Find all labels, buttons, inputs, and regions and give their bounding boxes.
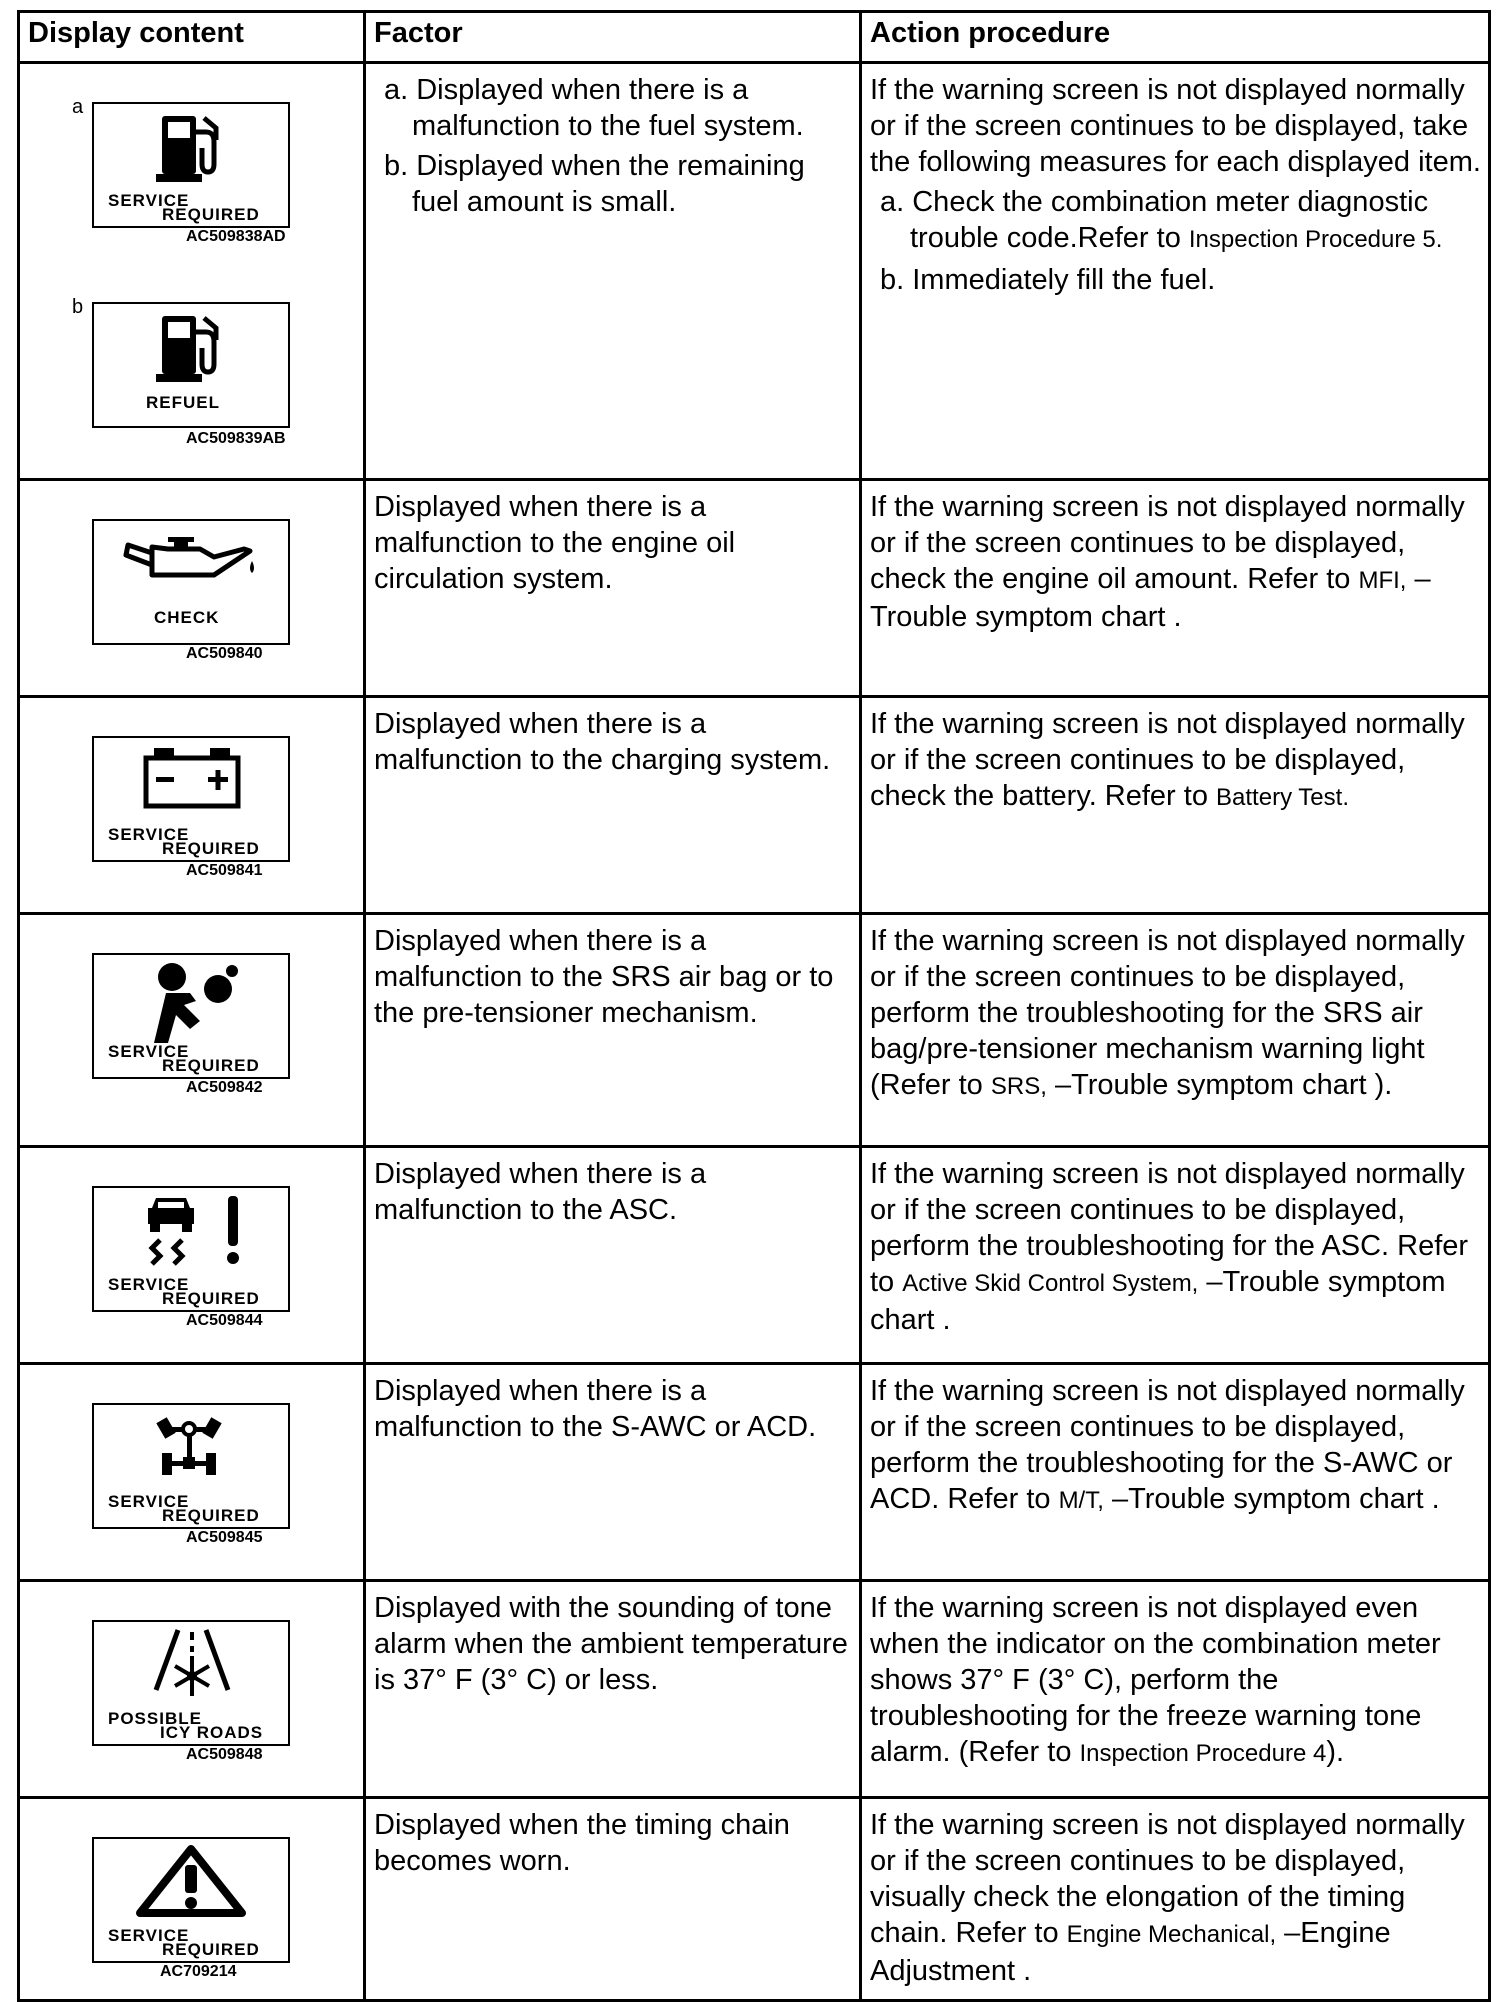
panel-letter: b	[72, 296, 84, 318]
panel-label-line2: ICY ROADS	[160, 1723, 264, 1742]
panel-label-line1: SERVICE	[108, 1275, 190, 1294]
warning-triangle-icon	[134, 1843, 248, 1919]
display-cell	[19, 914, 365, 1147]
action-ref-link[interactable]: Engine Mechanical,	[1066, 1921, 1277, 1948]
factor-cell	[365, 1364, 861, 1581]
header-display-content: Display content	[19, 12, 365, 63]
action-tail: –Engine Adjustment .	[870, 1917, 1391, 1987]
figure-code: AC509840	[186, 645, 263, 662]
factor-text: Displayed when the timing chain becomes worn.	[374, 1809, 790, 1877]
header-action-procedure: Action procedure	[861, 12, 1490, 63]
factor-text: Displayed when there is a malfunction to the S-AWC or ACD.	[374, 1375, 817, 1443]
figure-code: AC509842	[186, 1079, 263, 1096]
action-text	[862, 915, 1488, 1105]
fuel-pump-icon	[156, 312, 226, 384]
panel-label-line1: SERVICE	[108, 1926, 190, 1945]
factor-cell	[365, 480, 861, 697]
display-cell	[19, 697, 365, 914]
table-row-sawc	[19, 1364, 1490, 1581]
warning-display-table	[17, 10, 1491, 2002]
table-row-airbag	[19, 914, 1490, 1147]
airbag-icon	[146, 959, 240, 1043]
header-factor: Factor	[365, 12, 861, 63]
panel-label-line2: REQUIRED	[162, 1940, 260, 1959]
action-text	[862, 481, 1488, 635]
icy-road-icon	[152, 1626, 232, 1706]
fuel-pump-icon	[156, 112, 226, 184]
action-ref-link[interactable]: Inspection Procedure 4	[1079, 1740, 1327, 1767]
display-panel-asc	[92, 1186, 290, 1312]
table-row-oil	[19, 480, 1490, 697]
panel-label-line1: SERVICE	[108, 191, 190, 210]
display-panel-icy-roads	[92, 1620, 290, 1746]
figure-code: AC709214	[160, 1963, 237, 1980]
factor-cell	[365, 63, 861, 480]
action-item-a	[870, 184, 1482, 258]
action-ref-link[interactable]: SRS,	[990, 1073, 1047, 1100]
action-body: If the warning screen is not displayed normally or if the screen continues to be displayed, visually check the elongation of the timing chain. Refer to	[870, 1809, 1465, 1949]
skid-warning-icon	[142, 1194, 252, 1270]
panel-label-line2: REQUIRED	[162, 1056, 260, 1075]
display-panel-timing-chain	[92, 1837, 290, 1963]
panel-label-line1: SERVICE	[108, 1492, 190, 1511]
panel-label-line2: REQUIRED	[162, 1506, 260, 1525]
action-intro: If the warning screen is not displayed normally or if the screen continues to be displayed, take the following measures for each displayed item.	[870, 74, 1481, 178]
action-text	[862, 1799, 1488, 1989]
panel-label-line2: CHECK	[154, 608, 220, 627]
figure-code: AC509838AD	[186, 228, 286, 245]
action-tail: –Trouble symptom chart .	[870, 563, 1431, 633]
panel-label-line1: SERVICE	[108, 1042, 190, 1061]
factor-text: Displayed when there is a malfunction to the ASC.	[374, 1158, 707, 1226]
oil-can-icon	[122, 535, 262, 595]
action-ref-link[interactable]: Active Skid Control System,	[902, 1270, 1199, 1297]
factor-item-a: a. Displayed when there is a malfunction to the fuel system.	[384, 74, 804, 142]
awd-drivetrain-icon	[156, 1413, 226, 1485]
display-panel-airbag	[92, 953, 290, 1079]
table-row-fuel	[19, 63, 1490, 480]
factor-cell	[365, 1581, 861, 1798]
display-cell	[19, 480, 365, 697]
action-tail: –Trouble symptom chart .	[1103, 1483, 1440, 1515]
action-cell	[861, 1581, 1490, 1798]
action-tail: ).	[1326, 1736, 1345, 1768]
action-body: If the warning screen is not displayed even when the indicator on the combination meter shows 37° F (3° C), perform the troubleshooting for the freeze warning tone alarm. (Refer to	[870, 1592, 1441, 1768]
action-item-b: b. Immediately fill the fuel.	[880, 264, 1216, 296]
action-body: If the warning screen is not displayed normally or if the screen continues to be displayed, check the engine oil amount. Refer to	[870, 491, 1465, 595]
display-panel-sawc	[92, 1403, 290, 1529]
action-ref-link[interactable]: Inspection Procedure 5.	[1188, 226, 1443, 253]
panel-label-line2: REFUEL	[146, 393, 220, 412]
display-cell	[19, 1798, 365, 2001]
action-text	[862, 1148, 1488, 1338]
table-row-asc	[19, 1147, 1490, 1364]
action-cell	[861, 1147, 1490, 1364]
panel-label-line1: SERVICE	[108, 825, 190, 844]
panel-label-line1: POSSIBLE	[108, 1709, 202, 1728]
action-text	[862, 1582, 1488, 1772]
panel-label-line2: REQUIRED	[162, 839, 260, 858]
figure-code: AC509845	[186, 1529, 263, 1546]
action-tail: –Trouble symptom chart .	[870, 1266, 1446, 1336]
panel-label-line2: REQUIRED	[162, 1289, 260, 1308]
panel-letter: a	[72, 96, 84, 118]
factor-text: Displayed when there is a malfunction to the engine oil circulation system.	[374, 491, 736, 595]
action-body: If the warning screen is not displayed normally or if the screen continues to be displayed, perform the troubleshooting for the ASC. Refer to	[870, 1158, 1469, 1298]
display-cell	[19, 1364, 365, 1581]
figure-code: AC509839AB	[186, 430, 286, 447]
factor-text: Displayed when there is a malfunction to the charging system.	[374, 708, 831, 776]
action-tail: –Trouble symptom chart ).	[1046, 1069, 1393, 1101]
figure-code: AC509841	[186, 862, 263, 879]
figure-code: AC509844	[186, 1312, 263, 1329]
action-cell	[861, 914, 1490, 1147]
action-item-a-text: a. Check the combination meter diagnostic trouble code.Refer to	[880, 186, 1429, 254]
factor-cell	[365, 914, 861, 1147]
display-panel-oil	[92, 519, 290, 645]
factor-text: Displayed when there is a malfunction to the SRS air bag or to the pre-tensioner mechanism.	[374, 925, 834, 1029]
display-cell	[19, 1147, 365, 1364]
action-body: If the warning screen is not displayed normally or if the screen continues to be displayed, perform the troubleshooting for the S-AWC or ACD. Refer to	[870, 1375, 1465, 1515]
figure-code: AC509848	[186, 1746, 263, 1763]
factor-item-b: b. Displayed when the remaining fuel amount is small.	[384, 150, 805, 218]
display-panel-service-fuel	[92, 102, 290, 228]
factor-cell	[365, 697, 861, 914]
panel-label-line2: REQUIRED	[162, 205, 260, 224]
action-text	[862, 1365, 1488, 1519]
display-cell	[19, 63, 365, 480]
action-ref-link[interactable]: Battery Test.	[1216, 784, 1349, 811]
display-panel-battery	[92, 736, 290, 862]
table-row-icy-roads	[19, 1581, 1490, 1798]
header-row	[19, 12, 1490, 63]
table-row-timing-chain	[19, 1798, 1490, 2001]
action-cell	[861, 63, 1490, 480]
action-body: If the warning screen is not displayed normally or if the screen continues to be displayed, perform the troubleshooting for the SRS air bag/pre-tensioner mechanism warning light (Refer to	[870, 925, 1465, 1101]
action-ref-link[interactable]: MFI,	[1358, 567, 1407, 594]
table-row-battery	[19, 697, 1490, 914]
factor-text: Displayed with the sounding of tone alarm when the ambient temperature is 37° F (3° C) or less.	[374, 1592, 848, 1696]
action-text	[862, 698, 1488, 816]
action-cell	[861, 1798, 1490, 2001]
action-cell	[861, 1364, 1490, 1581]
action-cell	[861, 480, 1490, 697]
display-panel-refuel	[92, 302, 290, 428]
battery-icon	[140, 744, 244, 810]
action-ref-link[interactable]: M/T,	[1058, 1487, 1104, 1514]
action-cell	[861, 697, 1490, 914]
factor-cell	[365, 1147, 861, 1364]
display-cell	[19, 1581, 365, 1798]
action-body: If the warning screen is not displayed normally or if the screen continues to be displayed, check the battery. Refer to	[870, 708, 1465, 812]
factor-cell	[365, 1798, 861, 2001]
